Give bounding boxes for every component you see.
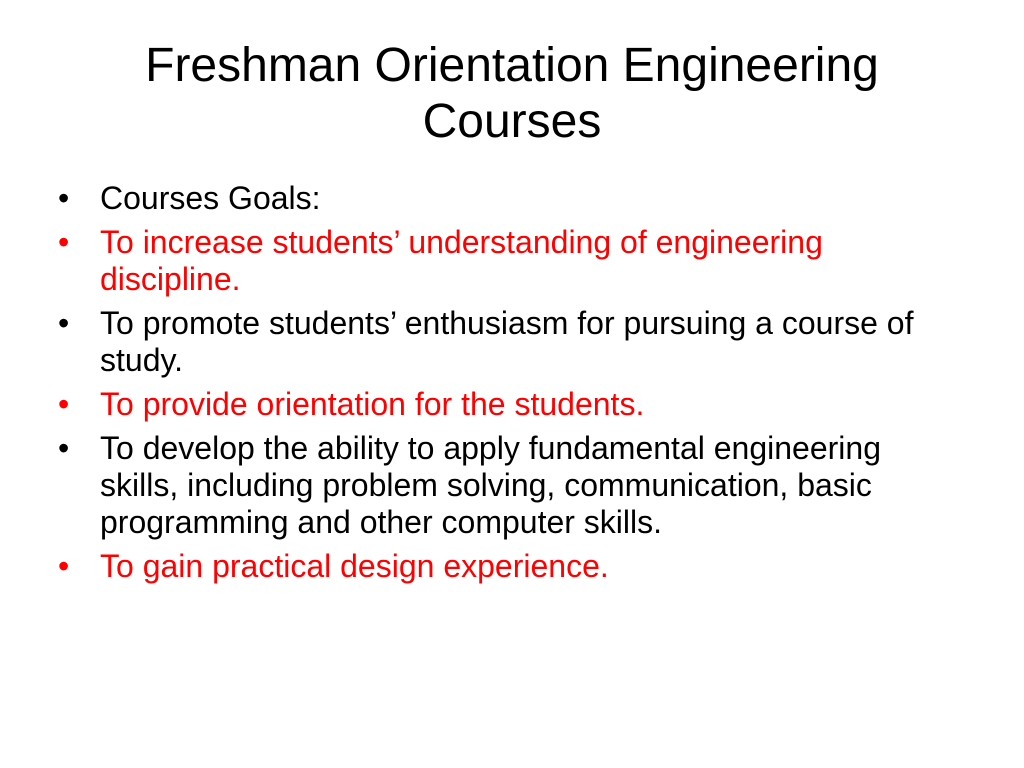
bullet-text: To increase students’ understanding of engineering discipline. — [100, 224, 823, 297]
bullet-text: To develop the ability to apply fundamental engineering skills, including problem solving, communication, basic programming and other computer skills. — [100, 430, 881, 540]
bullet-item-understanding — [58, 224, 958, 298]
bullet-text: Courses Goals: — [100, 180, 321, 216]
bullet-marker: • — [58, 180, 70, 216]
bullet-item-enthusiasm — [58, 305, 958, 379]
slide-title-line-2: Courses — [422, 95, 602, 148]
bullet-text: To provide orientation for the students. — [100, 386, 645, 422]
bullet-marker: • — [58, 386, 70, 422]
bullet-marker: • — [58, 305, 70, 341]
bullet-marker: • — [58, 430, 70, 466]
bullet-text: To gain practical design experience. — [100, 548, 609, 584]
bullet-marker: • — [58, 224, 70, 260]
slide-title-line-1: Freshman Orientation Engineering — [145, 39, 879, 92]
bullet-item-skills — [58, 430, 958, 541]
bullet-text: To promote students’ enthusiasm for pursuing a course of study. — [100, 305, 914, 378]
slide-title — [40, 38, 984, 150]
bullet-item-courses-goals — [58, 180, 958, 217]
bullet-list — [58, 180, 958, 592]
bullet-marker: • — [58, 548, 70, 584]
bullet-item-design-experience — [58, 548, 958, 585]
bullet-item-orientation — [58, 386, 958, 423]
